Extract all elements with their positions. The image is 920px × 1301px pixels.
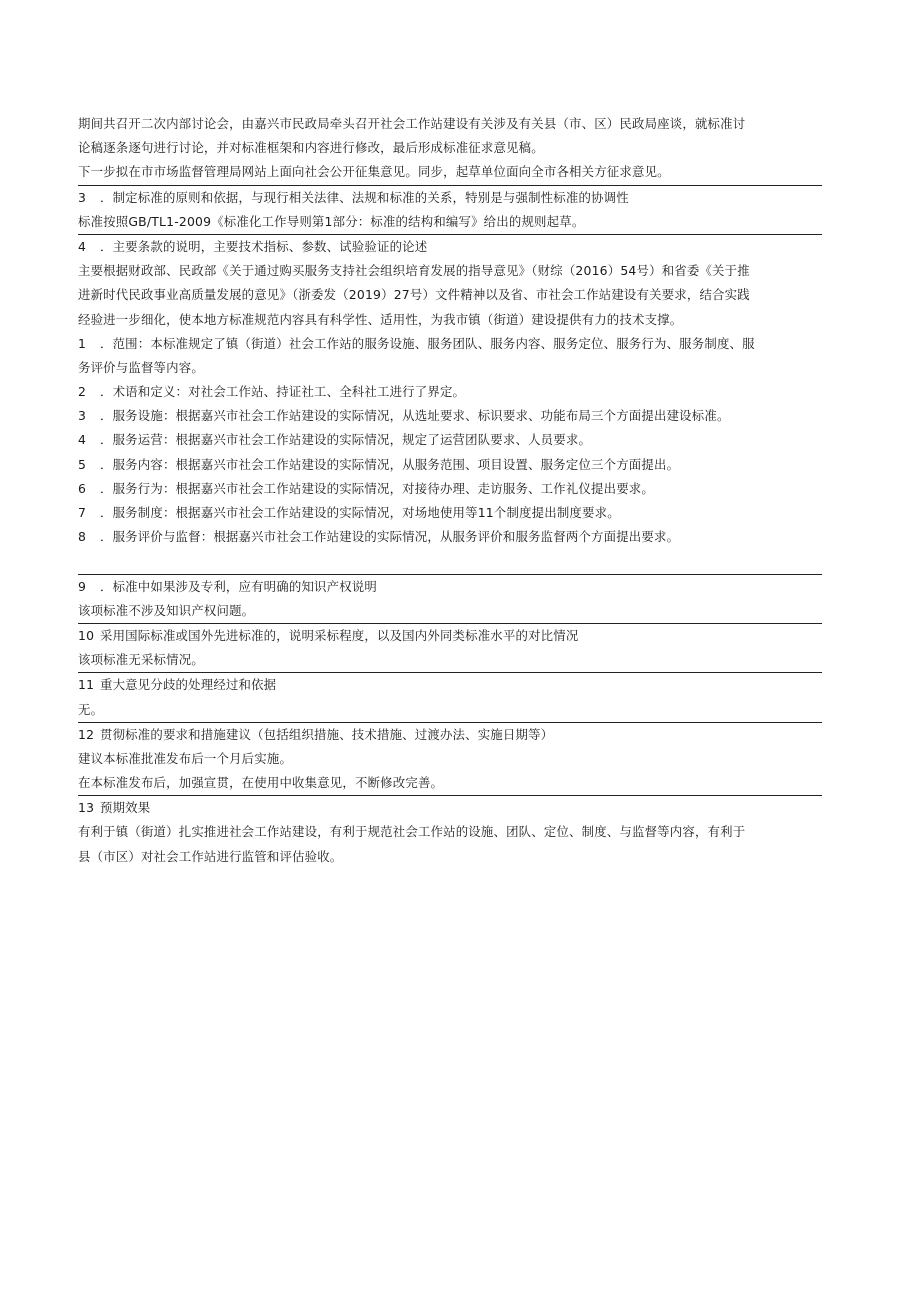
item-number: 3 — [78, 408, 87, 424]
section-number: 12 — [78, 726, 95, 742]
section-12-body-line: 建议本标准批准发布后一个月后实施。 — [78, 750, 293, 766]
section-10-heading — [78, 624, 822, 648]
item-number: 1 — [78, 335, 87, 351]
item-text: ．服务运营：根据嘉兴市社会工作站建设的实际情况，规定了运营团队要求、人员要求。 — [100, 432, 592, 448]
section-12-heading — [78, 723, 822, 747]
item-text: ．服务行为：根据嘉兴市社会工作站建设的实际情况，对接待办理、走访服务、工作礼仪提出要求。 — [100, 480, 654, 496]
section-title: 采用国际标准或国外先进标准的，说明采标程度，以及国内外同类标准水平的对比情况 — [100, 627, 579, 643]
section-11-heading — [78, 673, 822, 697]
list-item — [78, 380, 822, 404]
section-13-heading — [78, 796, 822, 820]
item-text: ．范围：本标准规定了镇（街道）社会工作站的服务设施、服务团队、服务内容、服务定位、服务行为、服务制度、服 — [100, 335, 755, 351]
section-title: 预期效果 — [100, 800, 151, 816]
item-text: ．服务制度：根据嘉兴市社会工作站建设的实际情况，对场地使用等11个制度提出制度要求。 — [100, 505, 620, 520]
section-number: 11 — [78, 677, 95, 693]
item-number: 2 — [78, 384, 87, 400]
section-number: 9 — [78, 578, 87, 594]
section-13-body-line: 有利于镇（街道）扎实推进社会工作站建设，有利于规范社会工作站的设施、团队、定位、制度、与监督等内容，有利于 — [78, 824, 746, 840]
section-number: 4 — [78, 238, 87, 254]
section-9-heading — [78, 575, 822, 599]
list-item — [78, 525, 822, 549]
item-number: 6 — [78, 480, 87, 496]
section-number: 3 — [78, 189, 87, 205]
section-4-heading — [78, 235, 822, 259]
section-3-body: 标准按照GB/TL1-2009《标准化工作导则第1部分：标准的结构和编写》给出的规则起草。 — [78, 210, 822, 235]
section-title: 重大意见分歧的处理经过和依据 — [100, 677, 277, 693]
item-text: ．服务设施：根据嘉兴市社会工作站建设的实际情况，从选址要求、标识要求、功能布局三个方面提出建设标准。 — [100, 408, 730, 424]
intro-line: 下一步拟在市市场监督管理局网站上面向社会公开征集意见。同步，起草单位面向全市各相关方征求意见。 — [78, 160, 822, 185]
list-item — [78, 404, 822, 428]
item-number: 7 — [78, 505, 87, 520]
section-10-body: 该项标准无采标情况。 — [78, 648, 822, 673]
list-item — [78, 332, 822, 356]
section-13-body-line: 县（市区）对社会工作站进行监管和评估验收。 — [78, 848, 343, 864]
section-title: ．标准中如果涉及专利，应有明确的知识产权说明 — [100, 578, 377, 594]
section-number: 13 — [78, 800, 95, 816]
section-9-body: 该项标准不涉及知识产权问题。 — [78, 599, 822, 624]
item-text: ．服务评价与监督：根据嘉兴市社会工作站建设的实际情况，从服务评价和服务监督两个方面提出要求。 — [100, 529, 680, 545]
section-11-body: 无。 — [78, 698, 822, 723]
section-4-body-line: 经验进一步细化，使本地方标准规范内容具有科学性、适用性，为我市镇（街道）建设提供有力的技术支撑。 — [78, 311, 683, 327]
section-title: ．制定标准的原则和依据，与现行相关法律、法规和标准的关系，特别是与强制性标准的协调性 — [100, 189, 629, 205]
section-title: ．主要条款的说明，主要技术指标、参数、试验验证的论述 — [100, 238, 428, 254]
item-number: 8 — [78, 529, 87, 545]
item-number: 4 — [78, 432, 87, 448]
section-number: 10 — [78, 627, 95, 643]
section-title: 贯彻标准的要求和措施建议（包括组织措施、技术措施、过渡办法、实施日期等） — [100, 726, 554, 742]
list-item-continuation: 务评价与监督等内容。 — [78, 359, 204, 375]
document-page — [78, 112, 822, 869]
section-divider — [78, 549, 822, 574]
list-item — [78, 501, 822, 525]
item-text: ．术语和定义：对社会工作站、持证社工、全科社工进行了界定。 — [100, 384, 466, 400]
intro-line: 期间共召开二次内部讨论会，由嘉兴市民政局牵头召开社会工作站建设有关涉及有关县（市、区）民政局座谈，就标准讨 — [78, 116, 746, 131]
section-4-body-line: 进新时代民政事业高质量发展的意见》（浙委发（2019）27号）文件精神以及省、市社会工作站建设有关要求，结合实践 — [78, 287, 750, 303]
section-3-heading — [78, 186, 822, 210]
intro-line: 论稿逐条逐句进行讨论，并对标准框架和内容进行修改，最后形成标准征求意见稿。 — [78, 140, 544, 156]
list-item — [78, 428, 822, 452]
item-text: ．服务内容：根据嘉兴市社会工作站建设的实际情况，从服务范围、项目设置、服务定位三个方面提出。 — [100, 456, 680, 472]
list-item — [78, 453, 822, 477]
section-4-body-line: 主要根据财政部、民政部《关于通过购买服务支持社会组织培育发展的指导意见》（财综（2016）54号）和省委《关于推 — [78, 263, 750, 279]
list-item — [78, 477, 822, 501]
section-12-body-line: 在本标准发布后，加强宣贯，在使用中收集意见，不断修改完善。 — [78, 771, 822, 796]
item-number: 5 — [78, 456, 87, 472]
